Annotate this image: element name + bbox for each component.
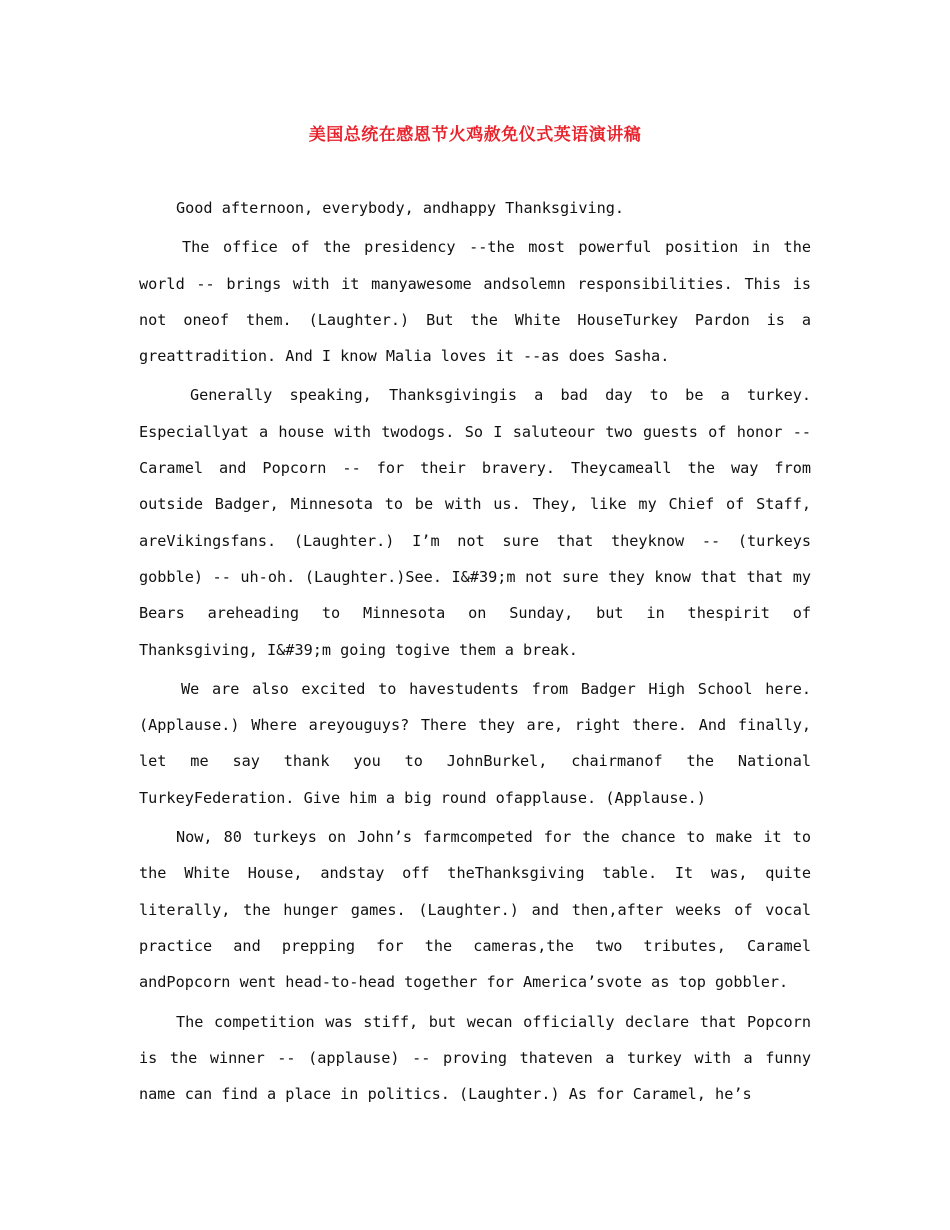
paragraph-students: We are also excited to havestudents from Badger High School here. (Applause.) Where areyouguys? There they are, right there. And finally, let me say thank you to JohnBurkel, chairmanof the National TurkeyFederation. Give him a big round ofapplause. (Applause.): [139, 679, 811, 807]
page-title: 美国总统在感恩节火鸡赦免仪式英语演讲稿: [308, 125, 642, 145]
paragraph-greeting: Good afternoon, everybody, andhappy Thanksgiving.: [176, 199, 625, 217]
paragraph-winner: The competition was stiff, but wecan officially declare that Popcorn is the winner -- (applause) -- proving thateven a turkey with a funny name can find a place in politics. (Laughter.) As for Caramel, he’s: [139, 1012, 811, 1104]
speech-body: [139, 190, 811, 1115]
paragraph-competition: Now, 80 turkeys on John’s farmcompeted for the chance to make it to the White House, andstay off theThanksgiving table. It was, quite literally, the hunger games. (Laughter.) and then,after weeks of vocal practice and prepping for the cameras,the two tributes, Caramel andPopcorn went head-to-head together for America’svote as top gobbler.: [139, 828, 811, 992]
paragraph-presidency: The office of the presidency --the most powerful position in the world -- brings with it manyawesome andsolemn responsibilities. This is not oneof them. (Laughter.) But the White HouseTurkey Pardon is a greattradition. And I know Malia loves it --as does Sasha.: [139, 238, 811, 366]
paragraph-turkeys: Generally speaking, Thanksgivingis a bad day to be a turkey. Especiallyat a house with twodogs. So I saluteour two guests of honor -- Caramel and Popcorn -- for their bravery. Theycameall the way from outside Badger, Minnesota to be with us. They, like my Chief of Staff, areVikingsfans. (Laughter.) I’m not sure that theyknow -- (turkeys gobble) -- uh-oh. (Laughter.)See. I&#39;m not sure they know that that my Bears areheading to Minnesota on Sunday, but in thespirit of Thanksgiving, I&#39;m going togive them a break.: [139, 386, 811, 659]
